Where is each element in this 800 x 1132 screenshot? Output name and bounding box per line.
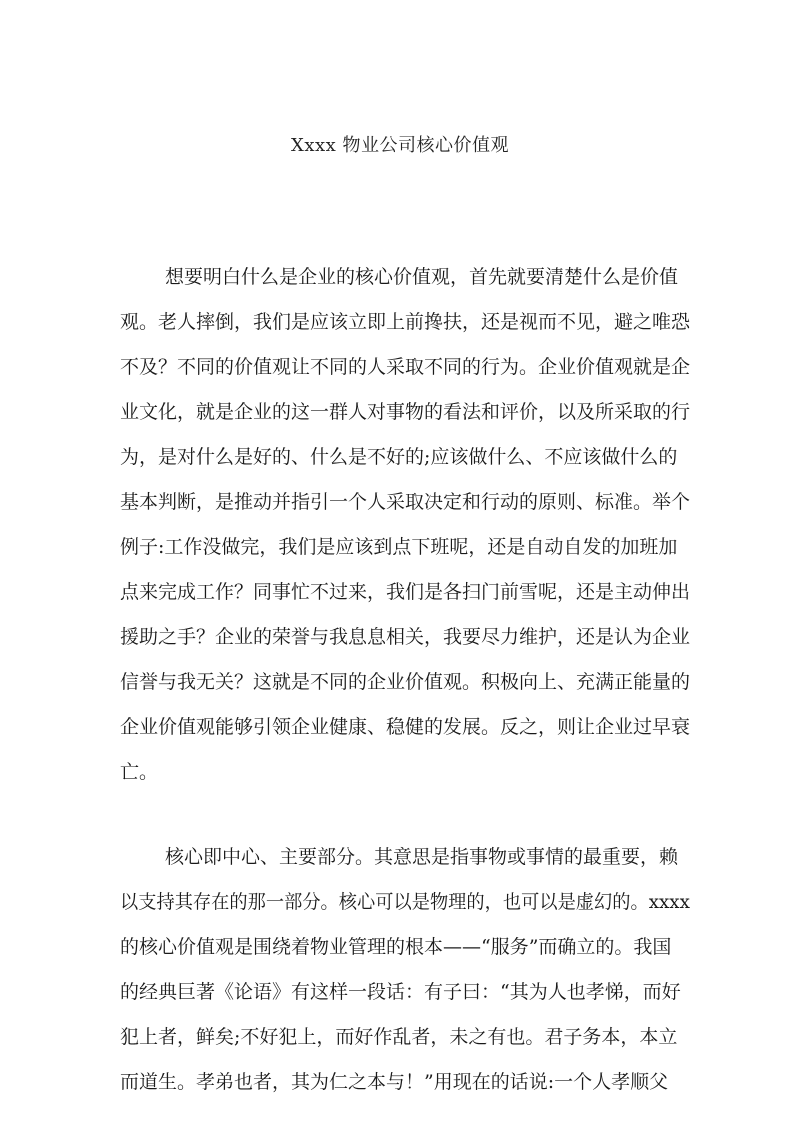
paragraph-line: 的经典巨著《论语》有这样一段话：有子曰：“其为人也孝悌，而好 [120,981,681,1003]
paragraph-line: 点来完成工作？同事忙不过来，我们是各扫门前雪呢，还是主动伸出 [120,581,691,603]
paragraph-line: 基本判断，是推动并指引一个人采取决定和行动的原则、标准。举个 [120,491,691,513]
paragraph-line: 企业价值观能够引领企业健康、稳健的发展。反之，则让企业过早衰 [120,716,691,738]
paragraph-line: 观。老人摔倒，我们是应该立即上前搀扶，还是视而不见，避之唯恐 [120,311,691,333]
paragraph-line: 而道生。孝弟也者，其为仁之本与！”用现在的话说:一个人孝顺父 [120,1071,669,1093]
paragraph-line: 业文化，就是企业的这一群人对事物的看法和评价，以及所采取的行 [120,401,691,423]
paragraph-line: 的核心价值观是围绕着物业管理的根本——“服务”而确立的。我国 [120,936,672,958]
paragraph-line: 不及？不同的价值观让不同的人采取不同的行为。企业价值观就是企 [120,356,691,378]
paragraph-line: 例子:工作没做完，我们是应该到点下班呢，还是自动自发的加班加 [120,536,678,558]
paragraph-line: 核心即中心、主要部分。其意思是指事物或事情的最重要，赖 [165,846,679,868]
paragraph-line: 犯上者，鲜矣;不好犯上，而好作乱者，未之有也。君子务本，本立 [120,1026,678,1048]
document-title: Xxxx 物业公司核心价值观 [291,135,509,156]
paragraph-line: 信誉与我无关？这就是不同的企业价值观。积极向上、充满正能量的 [120,671,691,693]
paragraph-line: 想要明白什么是企业的核心价值观，首先就要清楚什么是价值 [165,266,679,288]
paragraph-line: 为，是对什么是好的、什么是不好的;应该做什么、不应该做什么的 [120,446,678,468]
paragraph-line: 以支持其存在的那一部分。核心可以是物理的，也可以是虚幻的。xxxx [120,891,690,913]
paragraph-line: 亡。 [120,761,159,783]
paragraph-line: 援助之手？企业的荣誉与我息息相关，我要尽力维护，还是认为企业 [120,626,691,648]
